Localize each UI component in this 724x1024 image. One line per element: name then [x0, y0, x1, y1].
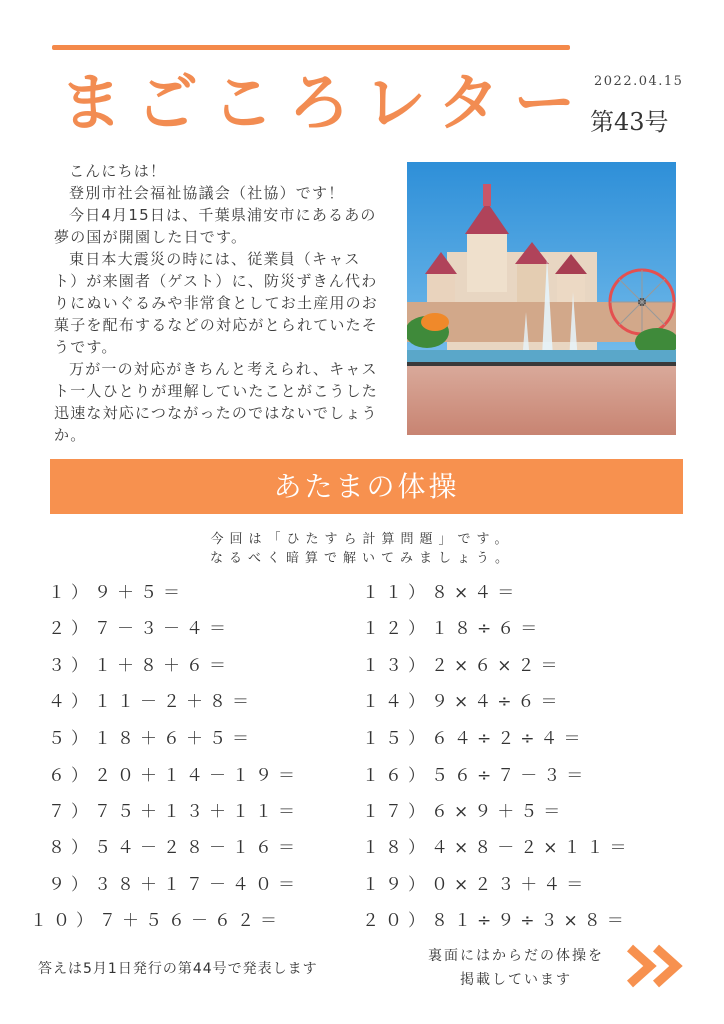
- back-page-line: 掲載しています: [460, 972, 572, 988]
- double-chevron-right-icon: [626, 944, 692, 988]
- intro-line: こんにちは！: [69, 162, 167, 180]
- intro-line: 今日4月15日は、千葉県浦安市にあるあの夢の国が開園した日です。: [54, 206, 377, 246]
- problem: １０）７＋５６－６２＝: [30, 911, 283, 931]
- intro-line: 東日本大震災の時には、従業員（キャスト）が来園者（ゲスト）に、防災ずきん代わりにぬいぐるみや非常食としてお土産用のお菓子を配布するなどの対応がとられていたそうです。: [54, 250, 379, 356]
- intro-line: 登別市社会福祉協議会（社協）です！: [69, 184, 345, 202]
- problem: ４）１１－２＋８＝: [48, 692, 255, 712]
- problem: １８）４×８－２×１１＝: [362, 838, 633, 858]
- issue-date: 2022.04.15: [594, 74, 684, 89]
- back-page-notice: [406, 944, 626, 992]
- back-page-line: 裏面にはからだの体操を: [428, 948, 604, 964]
- problem: ６）２０＋１４－１９＝: [48, 766, 301, 786]
- intro-line: 万が一の対応がきちんと考えられ、キャスト一人ひとりが理解していたことがこうした迅速な対応につながったのではないでしょうか。: [54, 360, 379, 444]
- problem: １６）５６÷７－３＝: [362, 766, 590, 786]
- problem: １２）１８÷６＝: [362, 619, 544, 639]
- problem: ３）１＋８＋６＝: [48, 656, 232, 676]
- problem: １９）０×２３＋４＝: [362, 875, 590, 895]
- problem: １１）８×４＝: [362, 583, 521, 603]
- problem: ２）７－３－４＝: [48, 619, 232, 639]
- problem: １５）６４÷２÷４＝: [362, 729, 587, 749]
- intro-text: [54, 160, 384, 446]
- header-rule: [52, 45, 570, 50]
- problem: ８）５４－２８－１６＝: [48, 838, 301, 858]
- problem: １３）２×６×２＝: [362, 656, 564, 676]
- section-subtitle: なるべく暗算で解いてみましょう。: [209, 551, 514, 566]
- section-subtitle: 今回は「ひたすら計算問題」です。: [210, 532, 514, 547]
- problem: ７）７５＋１３＋１１＝: [48, 802, 301, 822]
- problem: １７）６×９＋５＝: [362, 802, 567, 822]
- section-banner: あたまの体操: [50, 459, 683, 514]
- answer-notice: 答えは5月1日発行の第44号で発表します: [38, 961, 318, 977]
- problem: ５）１８＋６＋５＝: [48, 729, 255, 749]
- theme-park-photo: [407, 162, 676, 435]
- problem: ９）３８＋１７－４０＝: [48, 875, 301, 895]
- issue-number: 第43号: [590, 108, 669, 136]
- problem: １４）９×４÷６＝: [362, 692, 564, 712]
- problem: １）９＋５＝: [48, 583, 186, 603]
- problem: ２０）８１÷９÷３×８＝: [362, 911, 630, 931]
- newsletter-title: まごころレター: [60, 66, 590, 139]
